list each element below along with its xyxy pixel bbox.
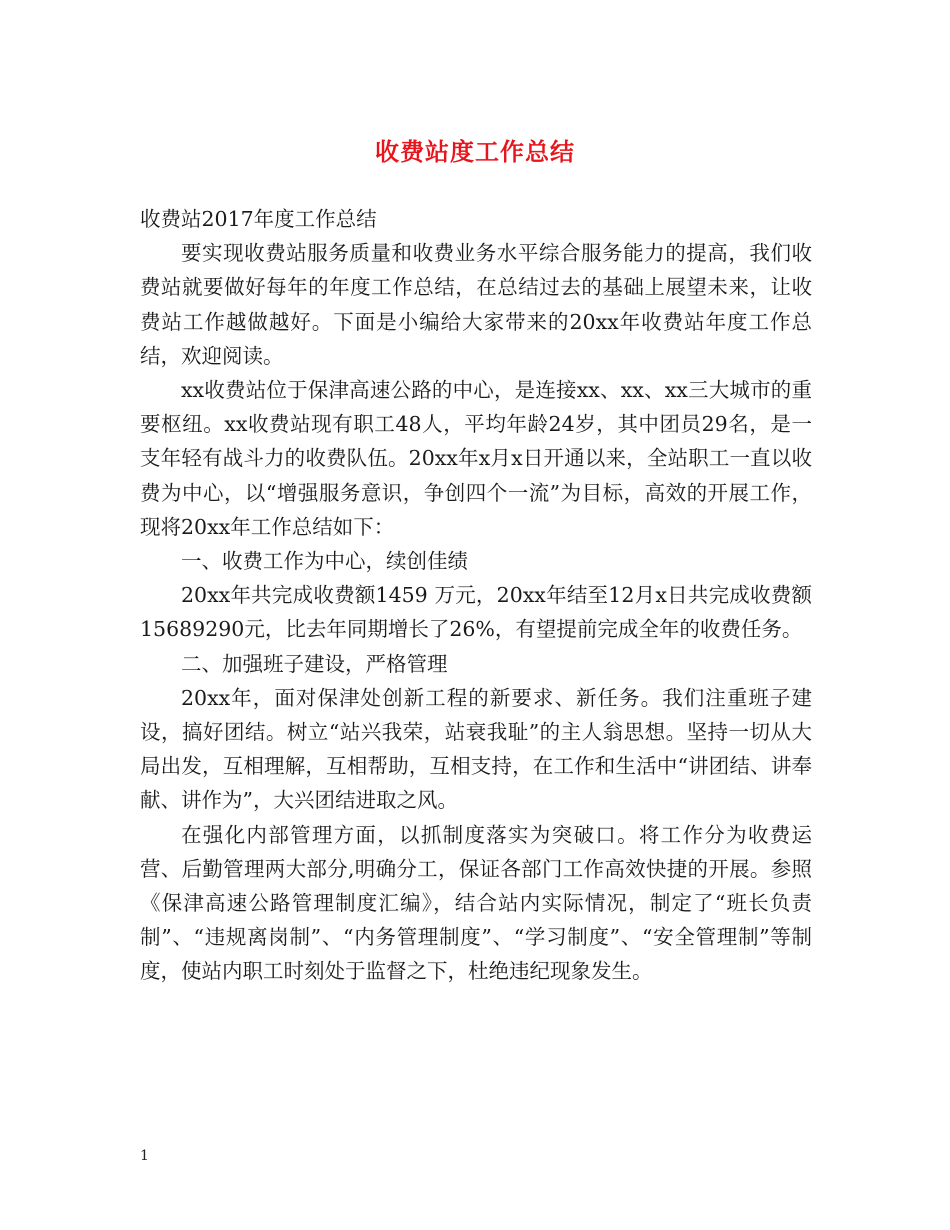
document-subtitle: 收费站2017年度工作总结	[140, 207, 377, 231]
document-body	[140, 202, 812, 989]
paragraph-toll-results: 20xx年共完成收费额1459 万元，20xx年结至12月x日共完成收费额15689290元，比去年同期增长了26%，有望提前完成全年的收费任务。	[140, 583, 812, 642]
section-heading-1: 一、收费工作为中心，续创佳绩	[181, 549, 468, 574]
page-number: 1	[140, 1148, 149, 1164]
section-heading-2: 二、加强班子建设，严格管理	[181, 651, 448, 676]
paragraph-internal-management: 在强化内部管理方面，以抓制度落实为突破口。将工作分为收费运营、后勤管理两大部分,明确分工，保证各部门工作高效快捷的开展。参照《保津高速公路管理制度汇编》，结合站内实际情况，制定了“班长负责制”、“违规离岗制”、“内务管理制度”、“学习制度”、“安全管理制”等制度，使站内职工时刻处于监督之下，杜绝违纪现象发生。	[140, 822, 812, 984]
paragraph-station-overview: xx收费站位于保津高速公路的中心，是连接xx、xx、xx三大城市的重要枢纽。xx收费站现有职工48人，平均年龄24岁，其中团员29名，是一支年轻有战斗力的收费队伍。20xx年x月x日开通以来，全站职工一直以收费为中心，以“增强服务意识，争创四个一流”为目标，高效的开展工作，现将20xx年工作总结如下：	[140, 378, 812, 539]
document-title: 收费站度工作总结	[375, 138, 575, 166]
paragraph-intro: 要实现收费站服务质量和收费业务水平综合服务能力的提高，我们收费站就要做好每年的年度工作总结，在总结过去的基础上展望未来，让收费站工作越做越好。下面是小编给大家带来的20xx年收费站年度工作总结，欢迎阅读。	[140, 241, 812, 368]
paragraph-team-building: 20xx年，面对保津处创新工程的新要求、新任务。我们注重班子建设，搞好团结。树立“站兴我荣，站衰我耻”的主人翁思想。坚持一切从大局出发，互相理解，互相帮助，互相支持，在工作和生活中“讲团结、讲奉献、讲作为”，大兴团结进取之风。	[140, 685, 812, 813]
